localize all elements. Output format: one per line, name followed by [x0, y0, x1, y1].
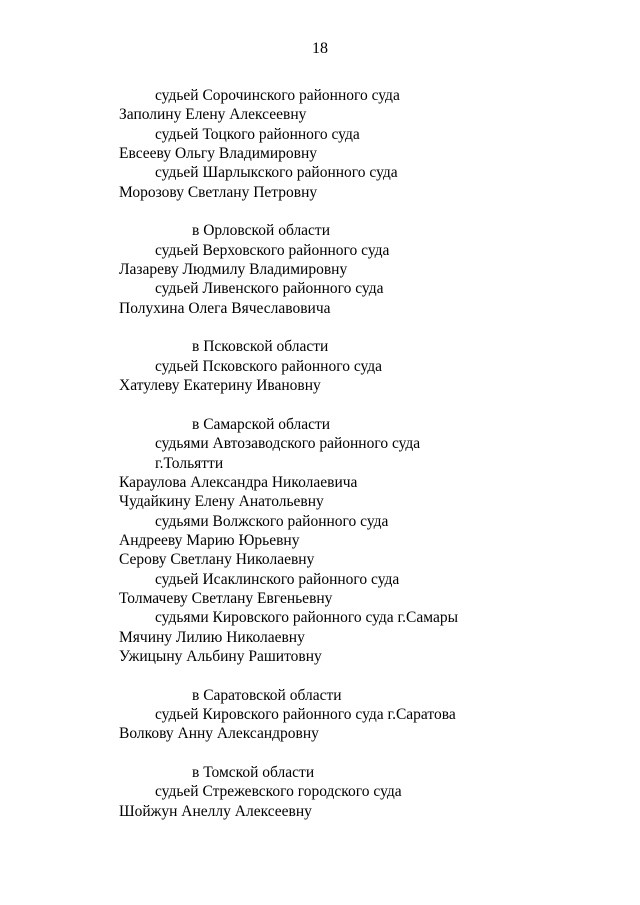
- page-number: 18: [312, 40, 328, 57]
- section-spacer: [0, 666, 640, 685]
- court-appointment-line: судьями Автозаводского районного суда: [155, 435, 421, 453]
- court-appointment-line: судьей Псковского районного суда: [155, 357, 383, 375]
- region-heading: в Саратовской области: [192, 686, 342, 704]
- court-appointment-line: судьей Сорочинского районного суда: [155, 87, 400, 104]
- region-heading: в Псковской области: [192, 338, 329, 356]
- court-appointment-line: судьей Исаклинского районного суда: [155, 570, 400, 588]
- judge-name-line: Волкову Анну Александровну: [119, 725, 319, 743]
- section-spacer: [0, 202, 640, 221]
- region-heading: в Томской области: [192, 764, 315, 782]
- court-appointment-line: г.Тольятти: [155, 454, 224, 472]
- judge-name-line: Заполину Елену Алексеевну: [119, 106, 307, 124]
- judge-name-line: Андрееву Марию Юрьевну: [119, 531, 300, 549]
- court-appointment-line: судьями Волжского районного суда: [155, 512, 389, 530]
- judge-name-line: Шойжун Анеллу Алексеевну: [119, 802, 312, 820]
- court-appointment-line: судьей Кировского районного суда г.Саратова: [155, 706, 456, 723]
- judge-name-line: Морозову Светлану Петровну: [119, 183, 318, 201]
- court-appointment-line: судьей Шарлыкского районного суда: [155, 164, 398, 182]
- court-appointment-line: судьей Ливенского районного суда: [155, 280, 384, 298]
- judge-name-line: Мячину Лилию Николаевну: [119, 628, 305, 646]
- judge-name-line: Караулова Александра Николаевича: [119, 473, 358, 491]
- judge-name-line: Чудайкину Елену Анатольевну: [119, 493, 324, 511]
- judge-name-line: Ужицыну Альбину Рашитовну: [119, 647, 322, 665]
- judge-name-line: Серову Светлану Николаевну: [119, 551, 315, 569]
- region-heading: в Орловской области: [192, 222, 331, 240]
- judge-name-line: Полухина Олега Вячеславовича: [119, 299, 331, 317]
- court-appointment-line: судьей Тоцкого районного суда: [155, 125, 360, 143]
- court-appointment-line: судьей Верховского районного суда: [155, 241, 390, 259]
- section-spacer: [0, 744, 640, 763]
- judge-name-line: Евсееву Ольгу Владимировну: [119, 145, 318, 163]
- court-appointment-line: судьями Кировского районного суда г.Самары: [155, 609, 458, 627]
- section-spacer: [0, 318, 640, 337]
- court-appointment-line: судьей Стрежевского городского суда: [155, 783, 402, 801]
- region-heading: в Самарской области: [192, 415, 331, 433]
- judge-name-line: Толмачеву Светлану Евгеньевну: [119, 589, 333, 607]
- document-body: [0, 86, 640, 821]
- judge-name-line: Хатулеву Екатерину Ивановну: [119, 377, 321, 395]
- judge-name-line: Лазареву Людмилу Владимировну: [119, 261, 348, 279]
- section-spacer: [0, 396, 640, 415]
